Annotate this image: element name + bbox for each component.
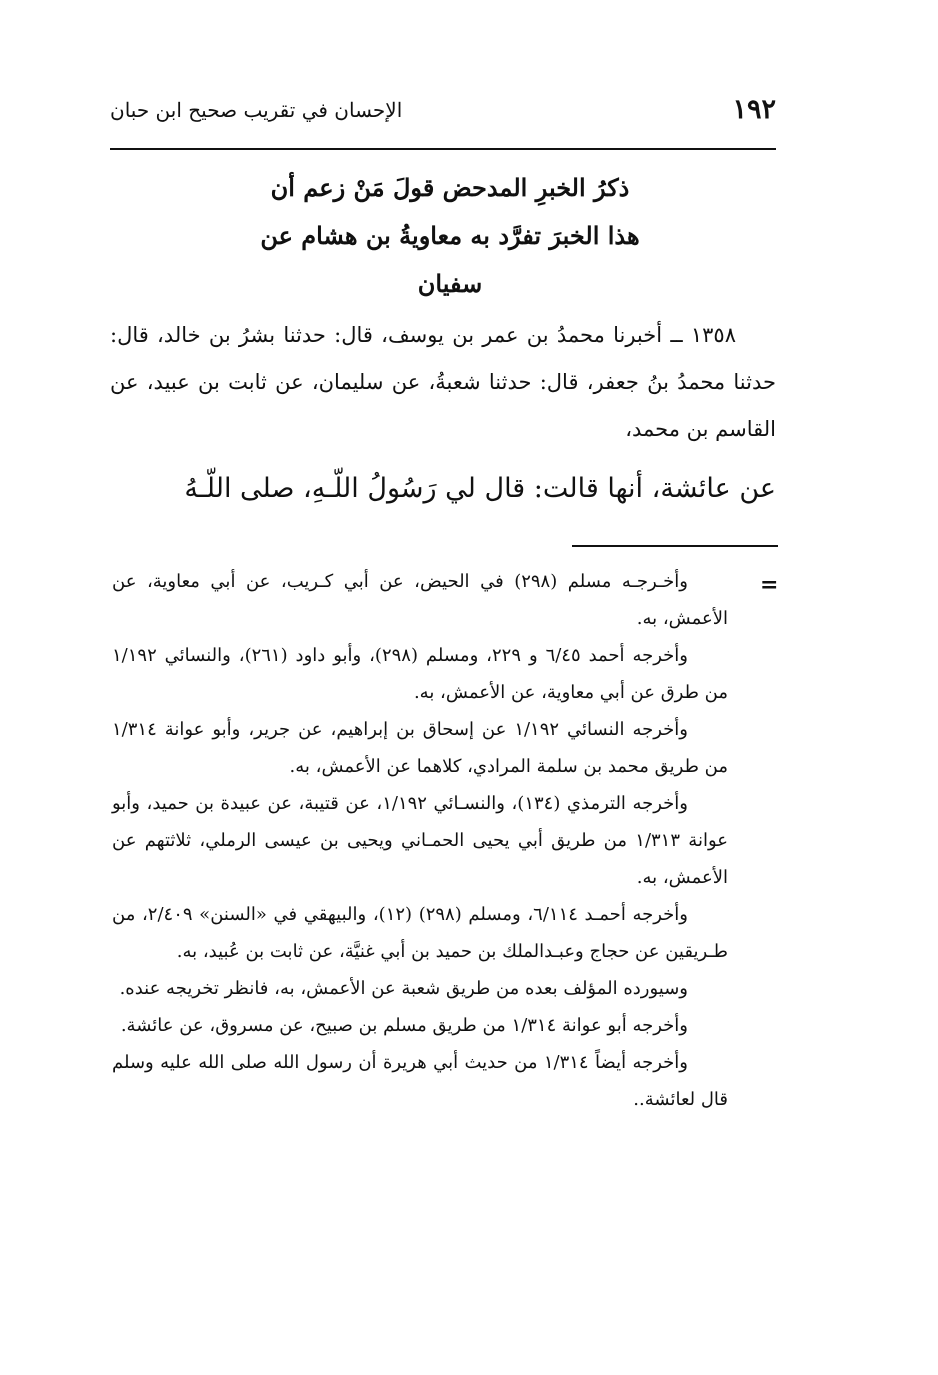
running-title: الإحسان في تقريب صحيح ابن حبان xyxy=(110,98,403,122)
footnote-rule xyxy=(572,545,778,547)
footnote-paragraph: وأخـرجـه مسلم (٢٩٨) في الحيض، عن أبي كـريب، عن أبي معاوية، عن الأعمش، به. xyxy=(112,571,728,629)
heading-line-2: هذا الخبرَ تفرَّد به معاويةُ بن هشام عن xyxy=(260,221,640,250)
heading-line-3: سفيان xyxy=(417,269,483,298)
footnote-paragraph: وأخرجه الترمذي (١٣٤)، والنسـائي ١/١٩٢، عن قتيبة، عن عبيدة بن حميد، وأبو عوانة ١/٣١٣ من طريق أبي يحيى الحمـاني ويحيى بن عيسى الرملي، ثلاثتهم عن الأعمش، به. xyxy=(112,793,728,888)
header-rule xyxy=(110,148,776,150)
main-text xyxy=(110,312,776,453)
footnote-paragraph: وأخرجه أحمـد ٦/١١٤، ومسلم (٢٩٨) (١٢)، والبيهقي في «السنن» ٢/٤٠٩، من طـريقين عن حجاج وعبـدالملك بن حميد بن أبي غنيَّة، عن ثابت بن عُبيد، به. xyxy=(112,904,728,962)
footnotes xyxy=(112,563,728,1118)
footnote-paragraph: وسيورده المؤلف بعده من طريق شعبة عن الأعمش، به، فانظر تخريجه عنده. xyxy=(119,978,688,999)
footnote-paragraph: وأخرجه أيضاً ١/٣١٤ من حديث أبي هريرة أن رسول الله صلى الله عليه وسلم قال لعائشة.. xyxy=(112,1052,728,1110)
footnote-paragraph: وأخرجه أبو عوانة ١/٣١٤ من طريق مسلم بن صبيح، عن مسروق، عن عائشة. xyxy=(120,1015,688,1036)
footnote-continuation-mark: = xyxy=(760,572,779,598)
hadith-text: عن عائشة، أنها قالت: قال لي رَسُولُ اللّـهِ، صلى اللّـهُ xyxy=(184,473,776,504)
footnote-paragraph: وأخرجه النسائي ١/١٩٢ عن إسحاق بن إبراهيم، عن جرير، وأبو عوانة ١/٣١٤ من طريق محمد بن سلمة المرادي، كلاهما عن الأعمش، به. xyxy=(112,719,728,777)
footnote-paragraph: وأخرجه أحمد ٦/٤٥ و ٢٢٩، ومسلم (٢٩٨)، وأبو داود (٢٦١)، والنسائي ١/١٩٢ من طرق عن أبي معاوية، عن الأعمش، به. xyxy=(112,645,728,703)
page-header xyxy=(110,92,776,132)
page-number: ١٩٢ xyxy=(732,94,776,125)
heading-line-1: ذكرُ الخبرِ المدحض قولَ مَنْ زعم أن xyxy=(270,173,630,202)
isnad-paragraph: ١٣٥٨ ــ أخبرنا محمدُ بن عمر بن يوسف، قال: حدثنا بشرُ بن خالد، قال: حدثنا محمدُ بنُ جعفر، قال: حدثنا شعبةُ، عن سليمان، عن ثابت بن عبيد، عن القاسم بن محمد، xyxy=(110,323,776,441)
chapter-heading xyxy=(230,164,670,308)
